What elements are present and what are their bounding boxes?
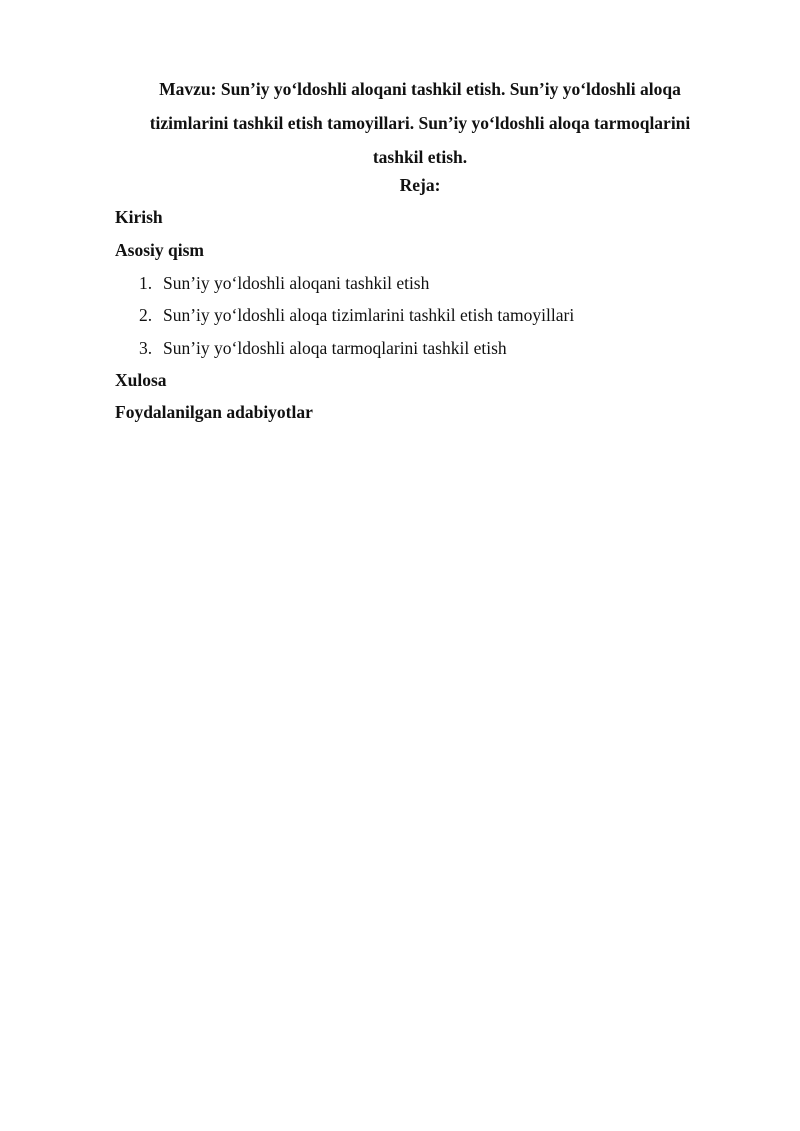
list-number: 1. <box>139 273 153 293</box>
document-title <box>120 72 720 174</box>
list-item-text: Sun’iy yo‘ldoshli aloqa tarmoqlarini tashkil etish <box>163 338 507 358</box>
plan-list-item <box>139 302 574 328</box>
list-item-text: Sun’iy yo‘ldoshli aloqani tashkil etish <box>163 273 430 293</box>
list-number: 2. <box>139 305 153 325</box>
section-intro: Kirish <box>115 207 163 227</box>
title-line: tizimlarini tashkil etish tamoyillari. Sun’iy yo‘ldoshli aloqa tarmoqlarini <box>149 113 691 133</box>
section-main-part: Asosiy qism <box>115 240 204 260</box>
plan-list-item <box>139 335 507 361</box>
plan-heading: Reja: <box>399 175 441 195</box>
title-line: Mavzu: Sun’iy yo‘ldoshli aloqani tashkil etish. Sun’iy yo‘ldoshli aloqa <box>159 79 681 99</box>
section-references: Foydalanilgan adabiyotlar <box>115 402 313 422</box>
list-number: 3. <box>139 338 153 358</box>
title-line: tashkil etish. <box>372 147 468 167</box>
list-item-text: Sun’iy yo‘ldoshli aloqa tizimlarini tashkil etish tamoyillari <box>163 305 575 325</box>
plan-list-item <box>139 270 429 296</box>
section-conclusion: Xulosa <box>115 370 167 390</box>
